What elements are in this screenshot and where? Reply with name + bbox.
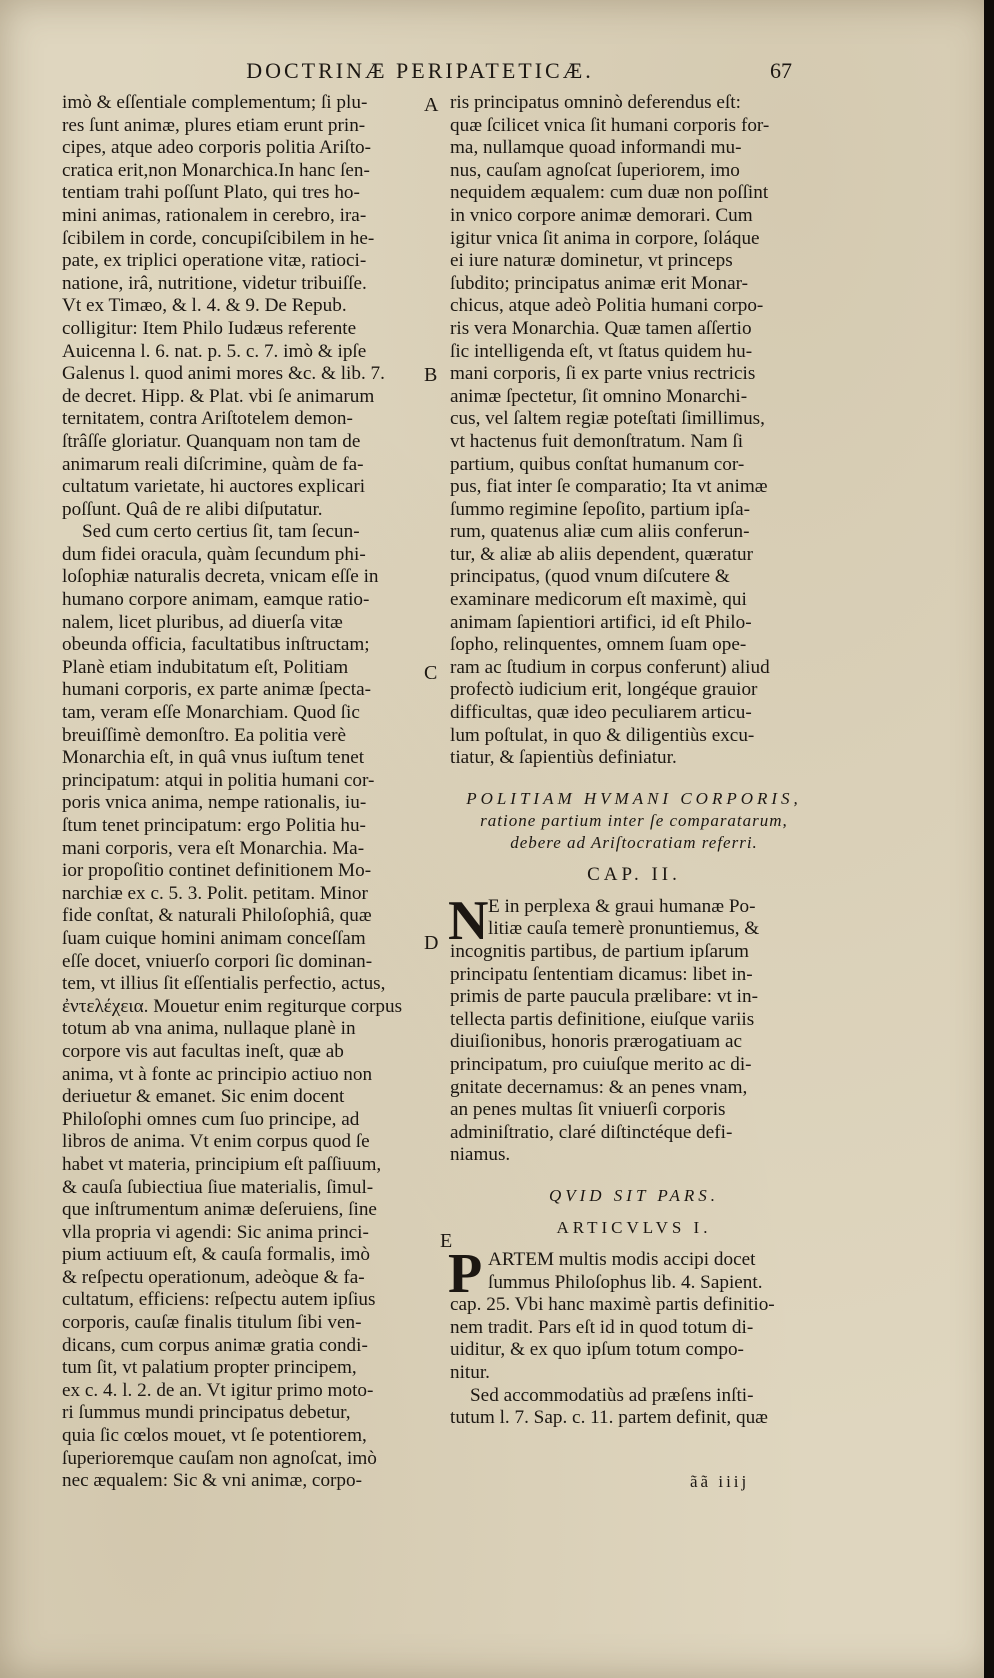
text-line: uiditur, & ex quo ipſum totum compo- (450, 1339, 744, 1361)
text-line: & reſpectu operationum, adeòque & fa- (62, 1266, 365, 1288)
text-line: ram ac ſtudium in corpus conferunt) aliud (450, 656, 770, 678)
text-line: nec æqualem: Sic & vni animæ, corpo- (62, 1470, 363, 1492)
text-line: niamus. (450, 1144, 511, 1166)
text-line: tam, veram eſſe Monarchiam. Quod ſic (62, 702, 360, 724)
text-line: colligitur: Item Philo Iudæus referente (62, 317, 357, 339)
text-line: ex c. 4. l. 2. de an. Vt igitur primo moto- (62, 1379, 374, 1401)
text-line: mani corporis, ſi ex parte vnius rectricis (450, 363, 756, 385)
text-line: quæ ſcilicet vnica ſit humani corporis for- (450, 114, 770, 136)
text-line: nem tradit. Pars eſt id in quod totum di- (450, 1316, 754, 1338)
drop-cap: N (448, 889, 489, 952)
section-heading-line: ratione partium inter ſe comparatarum, (480, 810, 788, 830)
text-line: ri ſummus mundi principatus debetur, (62, 1402, 351, 1424)
text-line: ſopho, relinquentes, omnem ſuam ope- (450, 634, 747, 656)
text-line: gnitate decernamus: & an penes vnam, (450, 1076, 748, 1098)
text-line: & cauſa ſubiectiua ſiue materialis, ſimul- (62, 1176, 374, 1198)
text-line: primis de parte paucula prælibare: vt in- (450, 986, 758, 1008)
text-line: nequidem æqualem: cum duæ non poſſint (450, 182, 769, 204)
margin-marker-a: A (424, 94, 439, 116)
text-line: Monarchia eſt, in quâ vnus iuſtum tenet (62, 747, 365, 769)
text-line: principatum, pro cuiuſque merito ac di- (450, 1053, 752, 1075)
text-line: ris principatus omninò deferendus eſt: (450, 92, 741, 113)
text-line: fide conſtat, & naturali Philoſophiâ, quæ (62, 905, 372, 927)
margin-marker-d: D (424, 932, 439, 954)
text-line: breuiſſimè demonſtro. Ea politia verè (62, 724, 346, 746)
text-line: Vt ex Timæo, & l. 4. & 9. De Repub. (62, 295, 347, 317)
chapter-title: CAP. II. (587, 863, 681, 885)
text-line: animarum reali diſcrimine, quàm de fa- (62, 453, 364, 475)
text-line: nalem, licet pluribus, ad diuerſa vitæ (62, 611, 343, 633)
text-line: in vnico corpore animæ demorari. Cum (450, 204, 753, 226)
text-line: que inſtrumentum animæ deſeruiens, ſine (62, 1199, 377, 1221)
chapter-opening (448, 889, 818, 1167)
text-line: cap. 25. Vbi hanc maximè partis definitio- (450, 1294, 775, 1316)
running-head: DOCTRINÆ PERIPATETICÆ. (246, 58, 594, 83)
text-line: E in perplexa & graui humanæ Po- (488, 895, 756, 917)
text-line: ſummus Philoſophus lib. 4. Sapient. (488, 1271, 763, 1293)
text-line: res ſunt animæ, plures etiam erunt prin- (62, 114, 366, 136)
text-line: anima, vt à fonte ac principio actiuo non (62, 1063, 373, 1085)
text-line: loſophiæ naturalis decreta, vnicam eſſe in (62, 566, 379, 588)
text-line: an penes multas ſit vniuerſi corporis (450, 1099, 726, 1121)
text-line: habet vt materia, principium eſt paſſiuum, (62, 1153, 382, 1175)
text-line: ſummo regimine ſepoſito, partium ipſa- (450, 498, 751, 520)
text-line: Galenus l. quod animi mores &c. & lib. 7. (62, 363, 385, 385)
signature-mark: ãã iiij (690, 1472, 750, 1491)
text-line: dum fidei oracula, quàm ſecundum phi- (62, 543, 366, 565)
text-line: natione, irâ, nutritione, videtur tribuiſſe. (62, 272, 367, 294)
text-line: narchiæ ex c. 5. 3. Polit. petitam. Minor (62, 882, 368, 904)
text-line: ſic intelligenda eſt, vt ſtatus quidem hu- (450, 340, 753, 362)
text-line: quia ſic cœlos mouet, vt ſe potentiorem, (62, 1425, 367, 1447)
text-line: tem, vt illius ſit eſſentialis perfectio, actus, (62, 973, 386, 995)
text-line: animam ſapientiori artifici, id eſt Philo- (450, 611, 752, 633)
margin-marker-b: B (424, 364, 438, 386)
text-line: principatum: atqui in politia humani cor- (62, 769, 375, 791)
text-line: cus, vel ſaltem regiæ poteſtati ſimillimus, (450, 408, 765, 430)
text-line: ſuperioremque cauſam non agnoſcat, imò (62, 1447, 377, 1469)
section-heading-line: debere ad Ariſtocratiam referri. (510, 832, 758, 852)
question-heading: QVID SIT PARS. (548, 1185, 720, 1205)
text-line: libros de anima. Vt enim corpus quod ſe (62, 1131, 370, 1153)
text-line: rum, quatenus aliæ cum aliis conferun- (450, 521, 750, 543)
left-column (62, 92, 418, 1493)
margin-marker-c: C (424, 662, 438, 684)
text-line: pium actiuum eſt, & cauſa formalis, imò (62, 1244, 370, 1266)
text-line: ternitatem, contra Ariſtotelem demon- (62, 408, 353, 430)
text-line: tum ſit, vt palatium propter principem, (62, 1357, 357, 1379)
text-line: tellecta partis definitione, eiuſque variis (450, 1008, 755, 1030)
text-line: cipes, atque adeo corporis politia Ariſto- (62, 137, 372, 159)
text-line: litiæ cauſa temerè pronuntiemus, & (488, 918, 760, 940)
text-line: humano corpore animam, eamque ratio- (62, 589, 370, 611)
text-line: ſtum tenet principatum: ergo Politia hu- (62, 815, 366, 836)
text-line: ma, nullamque quoad informandi mu- (450, 137, 742, 159)
text-line: Auicenna l. 6. nat. p. 5. c. 7. imò & ipſe (62, 340, 367, 362)
text-line: humani corporis, ex parte animæ ſpecta- (62, 679, 372, 701)
text-line: cratica erit,non Monarchica.In hanc ſen- (62, 159, 370, 181)
text-line: vlla propria vi agendi: Sic anima princi- (62, 1221, 369, 1243)
text-line: ior propoſitio continet definitionem Mo- (62, 860, 372, 882)
margin-marker-e: E (440, 1230, 453, 1252)
text-line: profectò iudicium erit, longéque grauior (450, 679, 758, 701)
section-heading-line: POLITIAM HVMANI CORPORIS, (466, 788, 802, 808)
text-line: Philoſophi omnes cum ſuo principe, ad (62, 1108, 360, 1130)
text-line: igitur vnica ſit anima in corpore, ſoláque (450, 227, 760, 249)
text-line: examinare medicorum eſt maximè, qui (450, 589, 747, 611)
text-line: incognitis partibus, de partium ipſarum (450, 941, 749, 962)
drop-cap: P (448, 1242, 483, 1305)
text-line: animæ ſpectetur, ſit omnino Monarchi- (450, 385, 748, 407)
text-line: chicus, atque adeò Politia humani corpo- (450, 295, 764, 317)
text-line: principatu ſententiam dicamus: libet in- (450, 963, 753, 985)
text-line: cultatum varietate, hi auctores explicari (62, 476, 366, 498)
text-line: pus, fiat inter ſe comparatio; Ita vt animæ (450, 476, 768, 498)
page-number: 67 (770, 58, 792, 83)
text-line: mani corporis, vera eſt Monarchia. Ma- (62, 837, 365, 859)
text-line: Planè etiam indubitatum eſt, Politiam (62, 656, 349, 678)
article-opening (448, 1242, 818, 1430)
text-line: diuiſionibus, honoris prærogatiuam ac (450, 1031, 743, 1053)
text-line: vt hactenus fuit demonſtratum. Nam ſi (450, 430, 744, 452)
text-line: ἐντελέχεια. Mouetur enim regiturque corpus (62, 995, 403, 1017)
text-line: tentiam trahi poſſunt Plato, qui tres ho- (62, 182, 360, 204)
text-line: mini animas, rationalem in cerebro, ira- (62, 204, 367, 226)
text-line: difficultas, quæ ideo peculiarem articu- (450, 702, 752, 724)
text-line: ſuam cuique homini animam conceſſam (62, 927, 366, 949)
text-line: ſtrâſſe gloriatur. Quanquam non tam de (62, 430, 361, 452)
text-line: tur, & aliæ ab aliis dependent, quæratur (450, 543, 753, 565)
text-line: Sed cum certo certius ſit, tam ſecun- (82, 521, 360, 543)
text-line: partium, quibus conſtat humanum cor- (450, 453, 745, 475)
text-line: nitur. (450, 1361, 490, 1383)
text-line: corporis, cauſæ finalis titulum ſibi ven- (62, 1312, 362, 1334)
text-line: totum ab vna anima, nullaque planè in (62, 1018, 356, 1040)
text-line: pate, ex triplici operatione vitæ, ratioci- (62, 250, 367, 272)
text-line: poſſunt. Quâ de re alibi diſputatur. (62, 498, 323, 520)
right-column (450, 92, 818, 1430)
text-line: dicans, cum corpus animæ gratia condi- (62, 1334, 368, 1356)
text-line: de decret. Hipp. & Plat. vbi ſe animarum (62, 385, 375, 407)
text-line: ARTEM multis modis accipi docet (488, 1248, 756, 1270)
text-line: poris vnica anima, nempe rationalis, iu- (62, 792, 367, 814)
text-line: corpore vis aut facultas ineſt, quæ ab (62, 1040, 344, 1062)
text-line: cultatum, efficiens: reſpectu autem ipſius (62, 1289, 376, 1311)
text-line: ſubdito; principatus animæ erit Monar- (450, 272, 749, 294)
text-line: Sed accommodatiùs ad præſens inſti- (470, 1384, 754, 1406)
text-line: ris vera Monarchia. Quæ tamen aſſertio (450, 317, 752, 339)
text-line: nus, cauſam agnoſcat ſuperiorem, imo (450, 159, 740, 181)
text-line: ſcibilem in corde, concupiſcibilem in he- (62, 227, 375, 249)
text-line: deriuetur & emanet. Sic enim docent (62, 1086, 345, 1108)
page-edge (984, 0, 994, 1678)
text-line: obeunda officia, facultatibus inſtructam; (62, 634, 370, 656)
article-title: ARTICVLVS I. (556, 1217, 712, 1237)
text-line: imò & eſſentiale complementum; ſi plu- (62, 92, 368, 113)
text-line: principatus, (quod vnum diſcutere & (450, 566, 730, 588)
text-line: tiatur, & ſapientiùs definiatur. (450, 747, 677, 769)
text-line: tutum l. 7. Sap. c. 11. partem definit, quæ (450, 1407, 768, 1429)
text-line: ei iure naturæ dominetur, vt princeps (450, 250, 733, 272)
text-line: adminiſtratio, claré diſtinctéque defi- (450, 1121, 733, 1143)
text-line: lum poſtulat, in quo & diligentiùs excu- (450, 724, 755, 746)
text-line: eſſe docet, vniuerſo corpori ſic dominan- (62, 950, 373, 972)
